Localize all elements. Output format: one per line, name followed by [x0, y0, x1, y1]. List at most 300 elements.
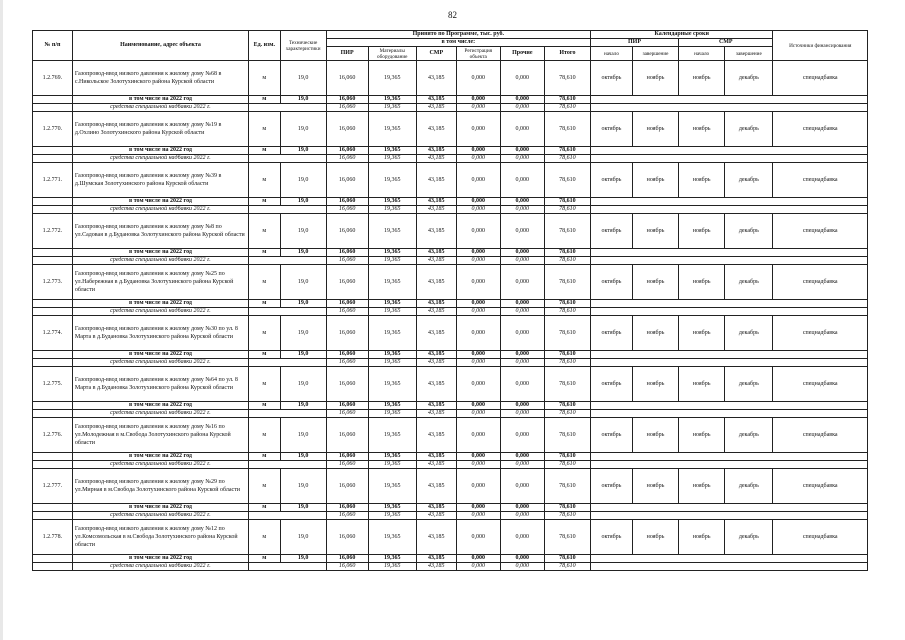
ded-calendar-blank [590, 206, 867, 214]
ded-smr: 43,185 [416, 563, 456, 571]
smr-cell: 43,185 [416, 316, 456, 351]
registration-cell: 0,000 [456, 265, 500, 300]
total-cell: 78,610 [544, 469, 590, 504]
year-calendar-blank [590, 147, 867, 155]
ded-materials: 19,365 [368, 410, 416, 418]
materials-cell: 19,365 [368, 163, 416, 198]
total-cell: 78,610 [544, 418, 590, 453]
ded-other: 0,000 [500, 410, 544, 418]
materials-cell: 19,365 [368, 214, 416, 249]
year-smr: 43,185 [416, 504, 456, 512]
pir-cell: 16,060 [326, 316, 368, 351]
unit-cell: м [249, 61, 280, 96]
year-other: 0,000 [500, 96, 544, 104]
ded-smr: 43,185 [416, 104, 456, 112]
ded-pir: 16,060 [326, 206, 368, 214]
year-row [33, 504, 868, 512]
pir-start-cell: октябрь [590, 367, 632, 402]
ded-registration: 0,000 [456, 461, 500, 469]
year-pir: 16,060 [326, 351, 368, 359]
ded-smr: 43,185 [416, 206, 456, 214]
pir-start-cell: октябрь [590, 265, 632, 300]
ded-label: средства специальной надбавки 2022 г. [72, 563, 248, 571]
total-cell: 78,610 [544, 214, 590, 249]
pir-start-cell: октябрь [590, 214, 632, 249]
header-other: Прочие [500, 47, 544, 61]
year-materials: 19,365 [368, 198, 416, 206]
ded-smr: 43,185 [416, 308, 456, 316]
ded-other: 0,000 [500, 206, 544, 214]
ded-registration: 0,000 [456, 512, 500, 520]
header-registration: Регистрация объекта [456, 47, 500, 61]
tech-cell: 19,0 [280, 418, 326, 453]
year-num-blank [33, 96, 73, 104]
registration-cell: 0,000 [456, 367, 500, 402]
year-calendar-blank [590, 300, 867, 308]
object-name: Газопровод-ввод низкого давления к жилому дому №16 по ул.Молодежная в м.Свобода Золотухинского района Курской области [72, 418, 248, 453]
year-smr: 43,185 [416, 300, 456, 308]
ded-smr: 43,185 [416, 512, 456, 520]
smr-cell: 43,185 [416, 520, 456, 555]
ded-unit-blank [249, 512, 327, 520]
ded-num-blank [33, 410, 73, 418]
year-pir: 16,060 [326, 402, 368, 410]
total-cell: 78,610 [544, 316, 590, 351]
ded-calendar-blank [590, 257, 867, 265]
year-label: в том числе на 2022 год [72, 96, 248, 104]
header-smr: СМР [416, 47, 456, 61]
ded-smr: 43,185 [416, 359, 456, 367]
smr-start-cell: ноябрь [679, 316, 725, 351]
header-name: Наименование, адрес объекта [72, 31, 248, 61]
ded-total: 78,610 [544, 359, 590, 367]
ded-other: 0,000 [500, 257, 544, 265]
total-cell: 78,610 [544, 367, 590, 402]
year-tech: 19,0 [280, 147, 326, 155]
year-registration: 0,000 [456, 96, 500, 104]
other-cell: 0,000 [500, 520, 544, 555]
year-total: 78,610 [544, 351, 590, 359]
pir-end-cell: ноябрь [632, 469, 678, 504]
year-registration: 0,000 [456, 198, 500, 206]
table-row [33, 112, 868, 147]
ded-num-blank [33, 359, 73, 367]
smr-end-cell: декабрь [725, 367, 773, 402]
pir-end-cell: ноябрь [632, 265, 678, 300]
year-tech: 19,0 [280, 453, 326, 461]
smr-cell: 43,185 [416, 418, 456, 453]
registration-cell: 0,000 [456, 163, 500, 198]
table-row [33, 265, 868, 300]
ded-calendar-blank [590, 512, 867, 520]
special-surcharge-row [33, 512, 868, 520]
year-other: 0,000 [500, 198, 544, 206]
tech-cell: 19,0 [280, 367, 326, 402]
smr-end-cell: декабрь [725, 520, 773, 555]
pir-start-cell: октябрь [590, 163, 632, 198]
ded-other: 0,000 [500, 308, 544, 316]
header-tech: Технические характеристики [280, 31, 326, 61]
unit-cell: м [249, 163, 280, 198]
year-pir: 16,060 [326, 453, 368, 461]
object-name: Газопровод-ввод низкого давления к жилому дому №39 в д.Шумская Золотухинского района Курской области [72, 163, 248, 198]
ded-registration: 0,000 [456, 410, 500, 418]
year-pir: 16,060 [326, 198, 368, 206]
year-num-blank [33, 300, 73, 308]
ded-unit-blank [249, 563, 327, 571]
ded-num-blank [33, 512, 73, 520]
ded-pir: 16,060 [326, 512, 368, 520]
smr-start-cell: ноябрь [679, 265, 725, 300]
ded-calendar-blank [590, 461, 867, 469]
materials-cell: 19,365 [368, 469, 416, 504]
header-cal-smr: СМР [679, 39, 773, 47]
ded-pir: 16,060 [326, 410, 368, 418]
source-cell: спецнадбавка [773, 469, 868, 504]
row-number: 1.2.775. [33, 367, 73, 402]
smr-end-cell: декабрь [725, 418, 773, 453]
materials-cell: 19,365 [368, 316, 416, 351]
source-cell: спецнадбавка [773, 61, 868, 96]
pir-end-cell: ноябрь [632, 214, 678, 249]
year-registration: 0,000 [456, 453, 500, 461]
ded-smr: 43,185 [416, 257, 456, 265]
table-row [33, 367, 868, 402]
year-label: в том числе на 2022 год [72, 198, 248, 206]
ded-label: средства специальной надбавки 2022 г. [72, 206, 248, 214]
ded-total: 78,610 [544, 257, 590, 265]
smr-start-cell: ноябрь [679, 418, 725, 453]
year-row [33, 453, 868, 461]
row-number: 1.2.777. [33, 469, 73, 504]
other-cell: 0,000 [500, 163, 544, 198]
year-registration: 0,000 [456, 555, 500, 563]
row-number: 1.2.778. [33, 520, 73, 555]
smr-cell: 43,185 [416, 265, 456, 300]
header-smr-start: начало [679, 47, 725, 61]
year-total: 78,610 [544, 147, 590, 155]
unit-cell: м [249, 316, 280, 351]
materials-cell: 19,365 [368, 418, 416, 453]
year-row [33, 351, 868, 359]
year-other: 0,000 [500, 249, 544, 257]
other-cell: 0,000 [500, 469, 544, 504]
row-number: 1.2.769. [33, 61, 73, 96]
other-cell: 0,000 [500, 367, 544, 402]
smr-end-cell: декабрь [725, 61, 773, 96]
year-tech: 19,0 [280, 96, 326, 104]
special-surcharge-row [33, 410, 868, 418]
other-cell: 0,000 [500, 265, 544, 300]
year-tech: 19,0 [280, 555, 326, 563]
table-row [33, 214, 868, 249]
ded-pir: 16,060 [326, 359, 368, 367]
year-row [33, 300, 868, 308]
table-header [33, 31, 868, 61]
year-num-blank [33, 249, 73, 257]
ded-total: 78,610 [544, 206, 590, 214]
year-num-blank [33, 351, 73, 359]
year-pir: 16,060 [326, 249, 368, 257]
ded-num-blank [33, 257, 73, 265]
year-label: в том числе на 2022 год [72, 453, 248, 461]
year-label: в том числе на 2022 год [72, 300, 248, 308]
ded-total: 78,610 [544, 461, 590, 469]
smr-end-cell: декабрь [725, 214, 773, 249]
ded-unit-blank [249, 155, 327, 163]
ded-other: 0,000 [500, 359, 544, 367]
pir-end-cell: ноябрь [632, 163, 678, 198]
object-name: Газопровод-ввод низкого давления к жилому дому №12 по ул.Комсомольская в м.Свобода Золотухинского района Курской области [72, 520, 248, 555]
smr-end-cell: декабрь [725, 469, 773, 504]
table-row [33, 520, 868, 555]
year-total: 78,610 [544, 198, 590, 206]
header-smr-end: завершение [725, 47, 773, 61]
smr-start-cell: ноябрь [679, 520, 725, 555]
year-unit: м [249, 249, 280, 257]
ded-pir: 16,060 [326, 563, 368, 571]
year-materials: 19,365 [368, 300, 416, 308]
year-num-blank [33, 147, 73, 155]
year-total: 78,610 [544, 555, 590, 563]
ded-label: средства специальной надбавки 2022 г. [72, 512, 248, 520]
special-surcharge-row [33, 461, 868, 469]
year-unit: м [249, 351, 280, 359]
tech-cell: 19,0 [280, 112, 326, 147]
materials-cell: 19,365 [368, 265, 416, 300]
year-registration: 0,000 [456, 351, 500, 359]
smr-start-cell: ноябрь [679, 163, 725, 198]
row-number: 1.2.774. [33, 316, 73, 351]
ded-unit-blank [249, 359, 327, 367]
year-pir: 16,060 [326, 504, 368, 512]
year-tech: 19,0 [280, 351, 326, 359]
year-row [33, 555, 868, 563]
ded-smr: 43,185 [416, 410, 456, 418]
year-label: в том числе на 2022 год [72, 555, 248, 563]
header-pir: ПИР [326, 47, 368, 61]
year-unit: м [249, 96, 280, 104]
pir-cell: 16,060 [326, 469, 368, 504]
pir-end-cell: ноябрь [632, 112, 678, 147]
row-number: 1.2.772. [33, 214, 73, 249]
ded-label: средства специальной надбавки 2022 г. [72, 359, 248, 367]
year-label: в том числе на 2022 год [72, 249, 248, 257]
other-cell: 0,000 [500, 112, 544, 147]
unit-cell: м [249, 520, 280, 555]
year-calendar-blank [590, 351, 867, 359]
year-total: 78,610 [544, 96, 590, 104]
registration-cell: 0,000 [456, 418, 500, 453]
tech-cell: 19,0 [280, 214, 326, 249]
ded-label: средства специальной надбавки 2022 г. [72, 257, 248, 265]
year-calendar-blank [590, 555, 867, 563]
table-row [33, 469, 868, 504]
ded-other: 0,000 [500, 563, 544, 571]
registration-cell: 0,000 [456, 61, 500, 96]
registration-cell: 0,000 [456, 316, 500, 351]
year-unit: м [249, 300, 280, 308]
header-num: № п/п [33, 31, 73, 61]
ded-other: 0,000 [500, 461, 544, 469]
year-registration: 0,000 [456, 249, 500, 257]
year-row [33, 198, 868, 206]
pir-cell: 16,060 [326, 418, 368, 453]
year-materials: 19,365 [368, 96, 416, 104]
ded-registration: 0,000 [456, 104, 500, 112]
smr-cell: 43,185 [416, 367, 456, 402]
year-registration: 0,000 [456, 504, 500, 512]
smr-start-cell: ноябрь [679, 61, 725, 96]
ded-num-blank [33, 104, 73, 112]
year-total: 78,610 [544, 453, 590, 461]
object-name: Газопровод-ввод низкого давления к жилому дому №8 по ул.Садовая в д.Будановка Золотухинского района Курской области [72, 214, 248, 249]
source-cell: спецнадбавка [773, 265, 868, 300]
ded-other: 0,000 [500, 155, 544, 163]
ded-materials: 19,365 [368, 461, 416, 469]
year-num-blank [33, 198, 73, 206]
ded-total: 78,610 [544, 308, 590, 316]
year-materials: 19,365 [368, 402, 416, 410]
unit-cell: м [249, 418, 280, 453]
ded-materials: 19,365 [368, 206, 416, 214]
pir-cell: 16,060 [326, 367, 368, 402]
special-surcharge-row [33, 104, 868, 112]
smr-cell: 43,185 [416, 112, 456, 147]
year-other: 0,000 [500, 147, 544, 155]
year-num-blank [33, 555, 73, 563]
year-num-blank [33, 504, 73, 512]
object-name: Газопровод-ввод низкого давления к жилому дому №19 в д.Охлино Золотухинского района Курской области [72, 112, 248, 147]
special-surcharge-row [33, 308, 868, 316]
row-number: 1.2.773. [33, 265, 73, 300]
year-total: 78,610 [544, 504, 590, 512]
ded-registration: 0,000 [456, 359, 500, 367]
ded-num-blank [33, 206, 73, 214]
ded-calendar-blank [590, 410, 867, 418]
year-materials: 19,365 [368, 504, 416, 512]
pir-start-cell: октябрь [590, 61, 632, 96]
total-cell: 78,610 [544, 163, 590, 198]
header-unit: Ед. изм. [249, 31, 280, 61]
other-cell: 0,000 [500, 214, 544, 249]
year-other: 0,000 [500, 453, 544, 461]
ded-materials: 19,365 [368, 563, 416, 571]
header-cal-pir: ПИР [590, 39, 678, 47]
ded-num-blank [33, 308, 73, 316]
smr-start-cell: ноябрь [679, 112, 725, 147]
tech-cell: 19,0 [280, 316, 326, 351]
year-pir: 16,060 [326, 300, 368, 308]
year-row [33, 147, 868, 155]
smr-end-cell: декабрь [725, 163, 773, 198]
year-smr: 43,185 [416, 249, 456, 257]
materials-cell: 19,365 [368, 367, 416, 402]
header-including: в том числе: [326, 39, 590, 47]
table-row [33, 61, 868, 96]
pir-end-cell: ноябрь [632, 61, 678, 96]
ded-label: средства специальной надбавки 2022 г. [72, 155, 248, 163]
year-smr: 43,185 [416, 198, 456, 206]
pir-cell: 16,060 [326, 163, 368, 198]
ded-unit-blank [249, 104, 327, 112]
year-materials: 19,365 [368, 147, 416, 155]
ded-registration: 0,000 [456, 563, 500, 571]
year-calendar-blank [590, 198, 867, 206]
pir-end-cell: ноябрь [632, 418, 678, 453]
year-label: в том числе на 2022 год [72, 504, 248, 512]
year-total: 78,610 [544, 402, 590, 410]
unit-cell: м [249, 112, 280, 147]
year-unit: м [249, 453, 280, 461]
ded-unit-blank [249, 308, 327, 316]
pir-start-cell: октябрь [590, 316, 632, 351]
unit-cell: м [249, 469, 280, 504]
year-unit: м [249, 555, 280, 563]
year-calendar-blank [590, 402, 867, 410]
ded-unit-blank [249, 206, 327, 214]
materials-cell: 19,365 [368, 112, 416, 147]
year-row [33, 249, 868, 257]
ded-registration: 0,000 [456, 257, 500, 265]
smr-cell: 43,185 [416, 163, 456, 198]
ded-smr: 43,185 [416, 461, 456, 469]
year-materials: 19,365 [368, 555, 416, 563]
pir-cell: 16,060 [326, 520, 368, 555]
year-other: 0,000 [500, 504, 544, 512]
unit-cell: м [249, 265, 280, 300]
source-cell: спецнадбавка [773, 418, 868, 453]
year-materials: 19,365 [368, 453, 416, 461]
ded-materials: 19,365 [368, 308, 416, 316]
unit-cell: м [249, 367, 280, 402]
year-smr: 43,185 [416, 351, 456, 359]
object-name: Газопровод-ввод низкого давления к жилому дому №64 по ул. 8 Марта в д.Будановка Золотухинского района Курской области [72, 367, 248, 402]
smr-start-cell: ноябрь [679, 469, 725, 504]
year-other: 0,000 [500, 402, 544, 410]
page-number: 82 [448, 10, 457, 20]
ded-materials: 19,365 [368, 257, 416, 265]
ded-unit-blank [249, 461, 327, 469]
source-cell: спецнадбавка [773, 214, 868, 249]
year-label: в том числе на 2022 год [72, 351, 248, 359]
total-cell: 78,610 [544, 112, 590, 147]
source-cell: спецнадбавка [773, 367, 868, 402]
special-surcharge-row [33, 257, 868, 265]
registration-cell: 0,000 [456, 214, 500, 249]
smr-end-cell: декабрь [725, 316, 773, 351]
ded-calendar-blank [590, 104, 867, 112]
ded-calendar-blank [590, 155, 867, 163]
ded-label: средства специальной надбавки 2022 г. [72, 461, 248, 469]
year-tech: 19,0 [280, 402, 326, 410]
other-cell: 0,000 [500, 61, 544, 96]
ded-registration: 0,000 [456, 155, 500, 163]
object-name: Газопровод-ввод низкого давления к жилому дому №30 по ул. 8 Марта в д.Будановка Золотухинского района Курской области [72, 316, 248, 351]
year-unit: м [249, 147, 280, 155]
year-row [33, 402, 868, 410]
smr-cell: 43,185 [416, 214, 456, 249]
year-pir: 16,060 [326, 555, 368, 563]
year-tech: 19,0 [280, 300, 326, 308]
special-surcharge-row [33, 359, 868, 367]
source-cell: спецнадбавка [773, 520, 868, 555]
pir-cell: 16,060 [326, 214, 368, 249]
tech-cell: 19,0 [280, 520, 326, 555]
total-cell: 78,610 [544, 520, 590, 555]
year-calendar-blank [590, 453, 867, 461]
year-other: 0,000 [500, 300, 544, 308]
